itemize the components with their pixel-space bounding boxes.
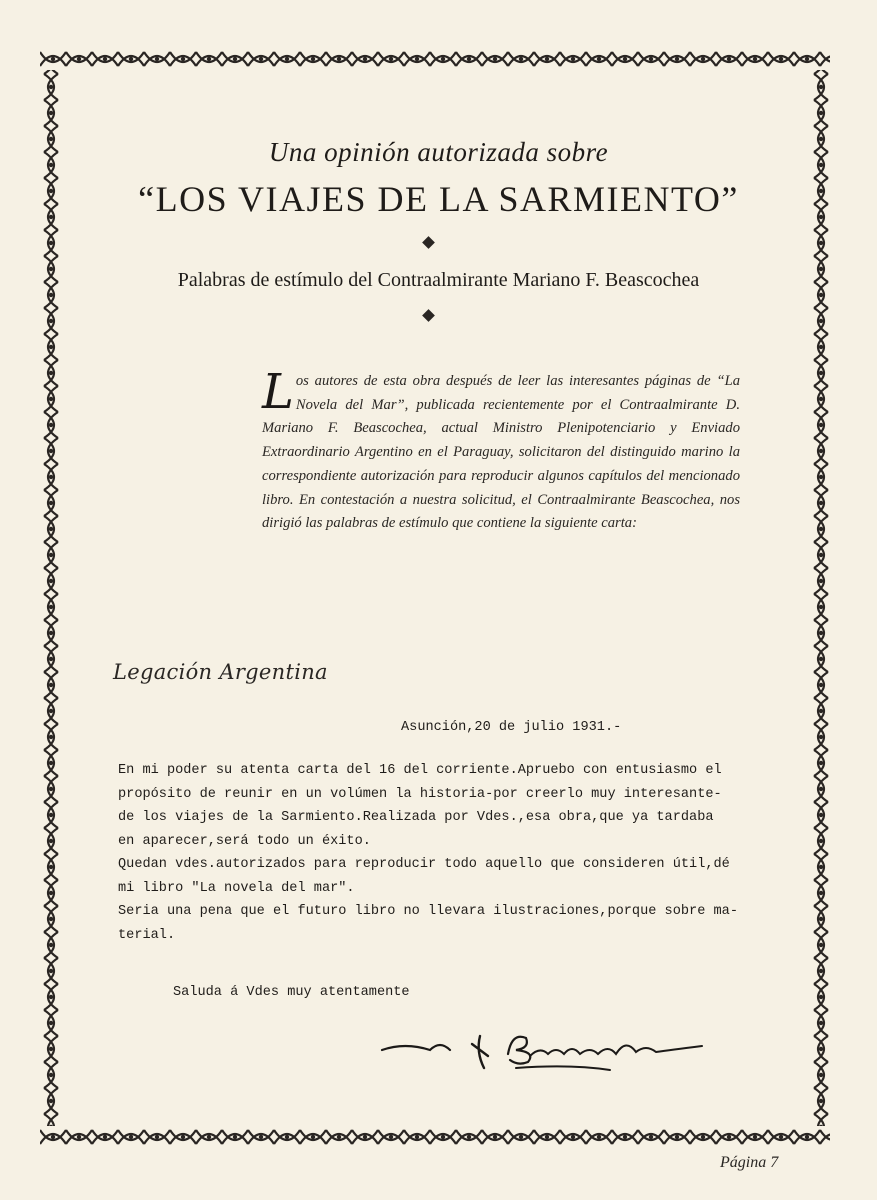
intro-text: os autores de esta obra después de leer las interesantes páginas de “La Novela del Mar”, publicada recientemente por el Contraalmirante D. Mariano F. Beascochea, actual Ministro Plenipotenciario y Enviado Extraordinario Argentino en el Paraguay, solicitaron del distinguido marino la correspondiente autorización para reproducir algunos capítulos del mencionado libro. En contestación a nuestra solicitud, el Contraalmirante Beascochea, nos dirigió las palabras de estímulo que contiene la siguiente carta: [262,373,740,532]
signature [380,1028,720,1088]
letter-line: mi libro "La novela del mar". [118,880,355,896]
letter-closing: Saluda á Vdes muy atentamente [173,985,410,1000]
letter-body [118,763,778,951]
letter-line: de los viajes de la Sarmiento.Realizada por Vdes.,esa obra,que ya tardaba [118,810,714,825]
intro-paragraph [262,364,740,536]
letter-line: en aparecer,será todo un éxito. [118,833,371,849]
letterhead: Legación Argentina [113,660,328,684]
letter-line: propósito de reunir en un volúmen la historia-por creerlo muy interesante- [118,786,722,802]
title-line-1: Una opinión autorizada sobre [268,137,609,167]
drop-cap: L [262,364,294,420]
title-line-2: “LOS VIAJES DE LA SARMIENTO” [138,179,739,219]
letter-line: terial. [118,927,176,943]
page-number: Página 7 [720,1154,779,1171]
subtitle: Palabras de estímulo del Contraalmirante Mariano F. Beascochea [177,269,700,291]
letter-line: Seria una pena que el futuro libro no llevara ilustraciones,porque sobre ma- [118,904,738,919]
letter-line: Quedan vdes.autorizados para reproducir todo aquello que consideren útil,dé [118,857,730,872]
letter-date: Asunción,20 de julio 1931.- [401,720,622,735]
letter-line: En mi poder su atenta carta del 16 del corriente.Apruebo con entusiasmo el [118,763,722,778]
